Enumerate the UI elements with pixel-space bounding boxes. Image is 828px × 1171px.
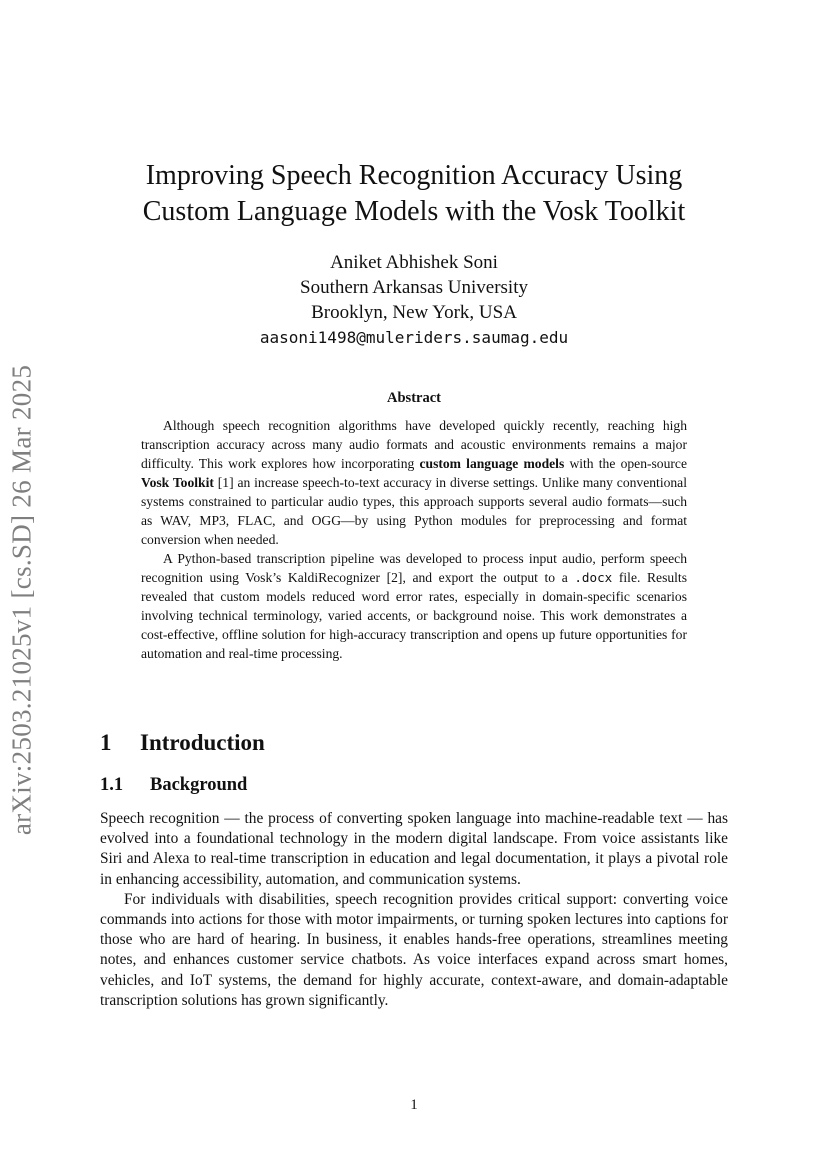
author-affiliation: Southern Arkansas University [300,277,528,298]
abstract-paragraph-2 [141,549,687,663]
body-text [100,809,728,1011]
abstract-p2-text-c: file. Results revealed that custom models reduced word error rates, especially in domain-specific scenarios involving technical terminology, varied accents, or background noise. This work demonstrates a cost-effective, offline solution for high-accuracy transcription and opens up future opportunities for automation and real-time processing. [141,570,687,661]
subsection-number: 1.1 [100,775,124,795]
title-line-1: Improving Speech Recognition Accuracy Using [145,160,683,191]
arxiv-id: arXiv:2503.21025v1 [cs.SD] 26 Mar 2025 [6,364,37,836]
body-paragraph-2: For individuals with disabilities, speech recognition provides critical support: converting voice commands into actions for those with motor impairments, or turning spoken lectures into captions for those who are hard of hearing. In business, it enables hands-free operations, streamlines meeting notes, and enhances customer service chatbots. As voice interfaces expand across smart homes, vehicles, and IoT systems, the demand for highly accurate, context-aware, and domain-adaptable transcription solutions has grown significantly. [100,890,728,1009]
abstract-p1-bold-vosk: Vosk Toolkit [141,475,214,490]
section-number: 1 [100,730,112,755]
subsection-title: Background [150,775,248,795]
abstract-p1-text-e: [1] an increase speech-to-text accuracy in diverse settings. Unlike many conventional systems constrained to particular audio types, this approach supports several audio formats—such as WAV, MP3, FLAC, and OGG—by using Python modules for preprocessing and format conversion when needed. [141,475,687,547]
abstract-p2-code-docx: .docx [574,570,613,585]
abstract-p1-bold-custom-models: custom language models [419,456,565,471]
abstract-paragraph-1 [141,416,687,549]
author-location: Brooklyn, New York, USA [311,302,517,323]
author-name: Aniket Abhishek Soni [330,252,498,273]
page-number: 1 [410,1097,418,1113]
paper-title [100,158,728,230]
abstract-body [141,416,687,663]
section-heading-introduction [100,730,265,756]
section-title: Introduction [140,730,265,755]
abstract-heading: Abstract [387,390,441,406]
subsection-heading-background [100,775,247,796]
abstract-p1-text-c: with the open-source [564,456,687,471]
title-line-2: Custom Language Models with the Vosk Toolkit [142,196,686,227]
abstract-p2-text-a: A Python-based transcription pipeline was developed to process input audio, perform speech recognition using Vosk’s KaldiRecognizer [2], and export the output to a [141,551,687,585]
author-block [100,250,728,350]
body-paragraph-1: Speech recognition — the process of converting spoken language into machine-readable text — has evolved into a foundational technology in the modern digital landscape. From voice assistants like Siri and Alexa to real-time transcription in education and legal documentation, it plays a pivotal role in enhancing accessibility, automation, and communication systems. [100,810,728,888]
abstract-p1-text-a: Although speech recognition algorithms have developed quickly recently, reaching high transcription accuracy across many audio formats and acoustic environments remains a major difficulty. This work explores how incorporating [141,418,687,471]
author-email: aasoni1498@muleriders.saumag.edu [259,328,569,347]
